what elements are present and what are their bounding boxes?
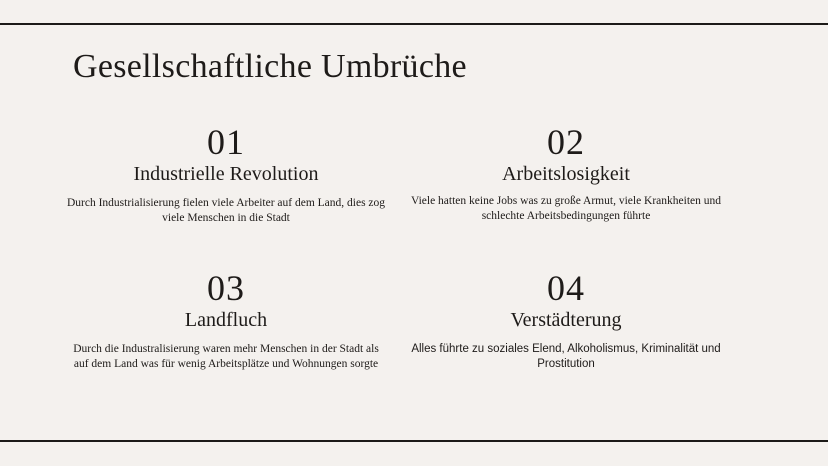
section-text: Durch die Industralisierung waren mehr Menschen in der Stadt als auf dem Land was für wenig Arbeitsplätze und Wohnungen sorgte [73, 343, 379, 370]
section-heading: Arbeitslosigkeit [502, 163, 630, 185]
section-number: 04 [547, 268, 585, 308]
section-number: 03 [207, 268, 245, 308]
section-industrielle-revolution [66, 124, 386, 226]
section-number: 02 [547, 122, 585, 162]
section-arbeitslosigkeit [408, 124, 724, 224]
top-divider [0, 23, 828, 25]
section-heading: Landfluch [184, 309, 268, 331]
section-text: Viele hatten keine Jobs was zu große Armut, viele Krankheiten und schlechte Arbeitsbedingungen führte [410, 195, 722, 222]
section-landfluch [66, 270, 386, 372]
slide-title: Gesellschaftliche Umbrüche [73, 48, 467, 85]
section-text: Alles führte zu soziales Elend, Alkoholismus, Kriminalität und Prostitution [411, 343, 721, 370]
bottom-divider [0, 440, 828, 442]
section-heading: Verstädterung [510, 309, 622, 331]
section-text: Durch Industrialisierung fielen viele Arbeiter auf dem Land, dies zog viele Menschen in die Stadt [66, 197, 386, 224]
section-heading: Industrielle Revolution [133, 163, 319, 185]
section-number: 01 [207, 122, 245, 162]
section-verstaedterung [408, 270, 724, 372]
